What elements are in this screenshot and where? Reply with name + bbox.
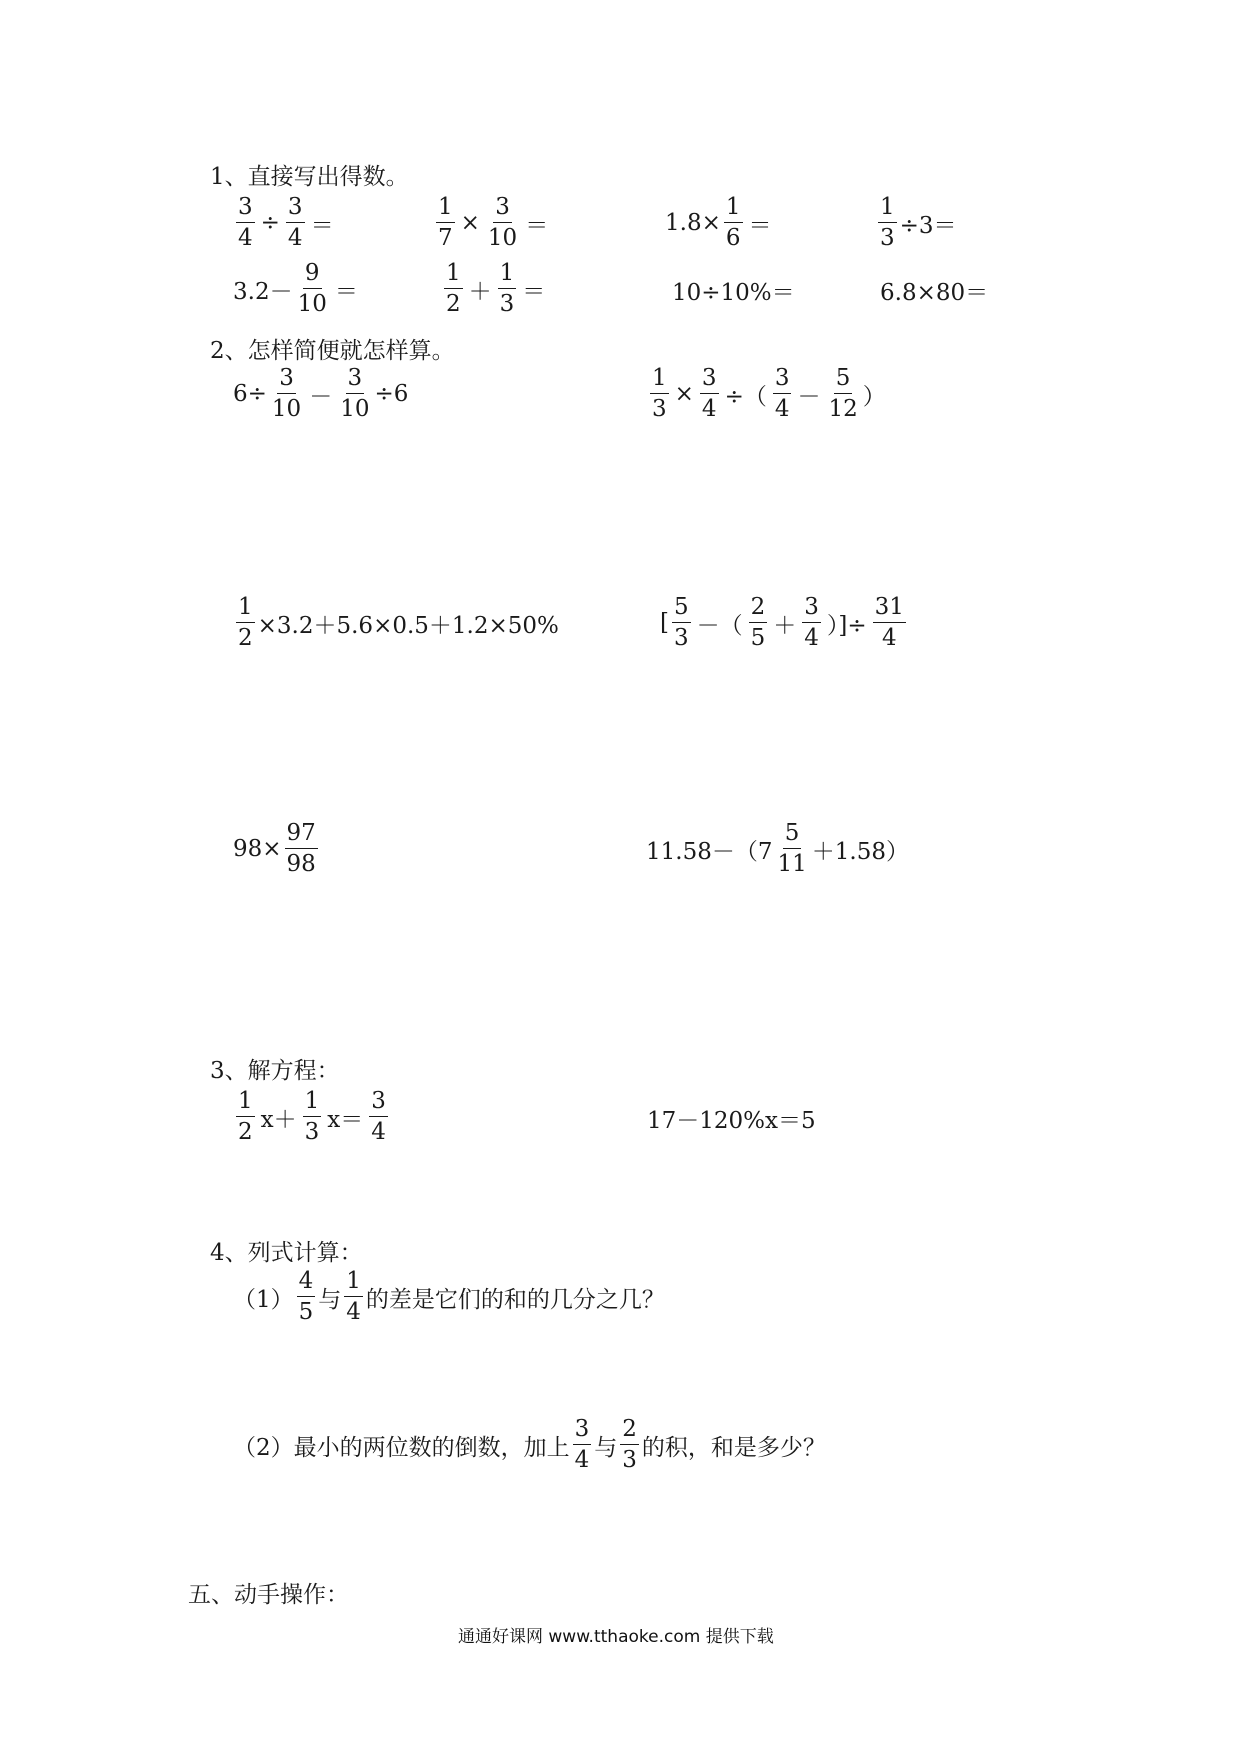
fraction: $\frac{9}{10}$ [297, 260, 327, 317]
fraction: $\frac{5}{3}$ [673, 594, 689, 651]
fraction: $\frac{1}{2}$ [238, 594, 253, 651]
fraction: $\frac{1}{2}$ [238, 1088, 253, 1145]
fraction: $\frac{1}{3}$ [304, 1088, 320, 1145]
problem-1-3: 1.8× $\frac{1}{6}$ ＝ [665, 194, 772, 251]
fraction: $\frac{3}{10}$ [487, 194, 518, 251]
problem-1-6: $\frac{1}{2}$ ＋ $\frac{1}{3}$ ＝ [446, 260, 546, 317]
problem-1-8: 6.8×80＝ [880, 280, 989, 306]
fraction: $\frac{1}{2}$ [446, 260, 461, 317]
fraction: $\frac{1}{6}$ [725, 194, 741, 251]
fraction: $\frac{1}{3}$ [880, 194, 895, 251]
problem-2-6: 11.58－（7 $\frac{5}{11}$ ＋1.58） [646, 820, 909, 877]
problem-1-2: $\frac{1}{7}$ × $\frac{3}{10}$ ＝ [438, 194, 549, 251]
fraction: $\frac{5}{12}$ [828, 365, 858, 422]
fraction: $\frac{1}{7}$ [438, 194, 453, 251]
problem-1-5: 3.2－ $\frac{9}{10}$ ＝ [233, 260, 358, 317]
section3-heading: 3、解方程： [210, 1058, 340, 1084]
word-problem-1: （1） $\frac{4}{5}$ 与 $\frac{1}{4}$ 的差是它们的和的几分之几？ [233, 1268, 665, 1325]
equation-2: 17－120%x＝5 [647, 1108, 816, 1134]
fraction: $\frac{5}{11}$ [777, 820, 807, 877]
section4-heading: 4、列式计算： [210, 1240, 363, 1266]
fraction: $\frac{3}{4}$ [701, 365, 717, 422]
fraction: $\frac{1}{3}$ [652, 365, 667, 422]
fraction: $\frac{3}{4}$ [774, 365, 790, 422]
problem-2-4: [ $\frac{5}{3}$ －（ $\frac{2}{5}$ ＋ $\frac{3}{4}$ ）]÷ $\frac{31}{4}$ [660, 594, 904, 651]
fraction: $\frac{1}{4}$ [346, 1268, 361, 1325]
fraction: $\frac{31}{4}$ [874, 594, 904, 651]
problem-1-7: 10÷10%＝ [672, 280, 795, 306]
fraction: $\frac{3}{4}$ [287, 194, 303, 251]
problem-2-5: 98× $\frac{97}{98}$ [233, 820, 316, 877]
section2-heading: 2、怎样简便就怎样算。 [210, 338, 455, 364]
section1-heading: 1、直接写出得数。 [210, 164, 409, 190]
fraction: $\frac{2}{3}$ [622, 1416, 637, 1473]
problem-1-4: $\frac{1}{3}$ ÷3＝ [880, 194, 957, 251]
word-problem-2: （2）最小的两位数的倒数，加上 $\frac{3}{4}$ 与 $\frac{2}{3}$ 的积，和是多少？ [233, 1416, 826, 1473]
fraction: $\frac{3}{10}$ [271, 365, 302, 422]
problem-2-2: $\frac{1}{3}$ × $\frac{3}{4}$ ÷（ $\frac{3}{4}$ － $\frac{5}{12}$ ） [652, 365, 886, 422]
equation-1: $\frac{1}{2}$ x＋ $\frac{1}{3}$ x＝ $\frac{3}{4}$ [238, 1088, 386, 1145]
problem-2-3: $\frac{1}{2}$ ×3.2＋5.6×0.5＋1.2×50% [238, 594, 559, 651]
problem-2-1: 6÷ $\frac{3}{10}$ － $\frac{3}{10}$ ÷6 [233, 365, 409, 422]
fraction: $\frac{4}{5}$ [298, 1268, 314, 1325]
fraction: $\frac{1}{3}$ [499, 260, 515, 317]
problem-1-1: $\frac{3}{4}$ ÷ $\frac{3}{4}$ ＝ [238, 194, 334, 251]
fraction: $\frac{3}{4}$ [574, 1416, 590, 1473]
fraction: $\frac{97}{98}$ [286, 820, 316, 877]
section5-heading: 五、动手操作： [188, 1582, 349, 1608]
fraction: $\frac{3}{10}$ [340, 365, 370, 422]
fraction: $\frac{3}{4}$ [371, 1088, 386, 1145]
fraction: $\frac{3}{4}$ [238, 194, 253, 251]
fraction: $\frac{2}{5}$ [750, 594, 766, 651]
fraction: $\frac{3}{4}$ [804, 594, 819, 651]
footer-text: 通通好课网 www.tthaoke.com 提供下载 [458, 1627, 774, 1647]
